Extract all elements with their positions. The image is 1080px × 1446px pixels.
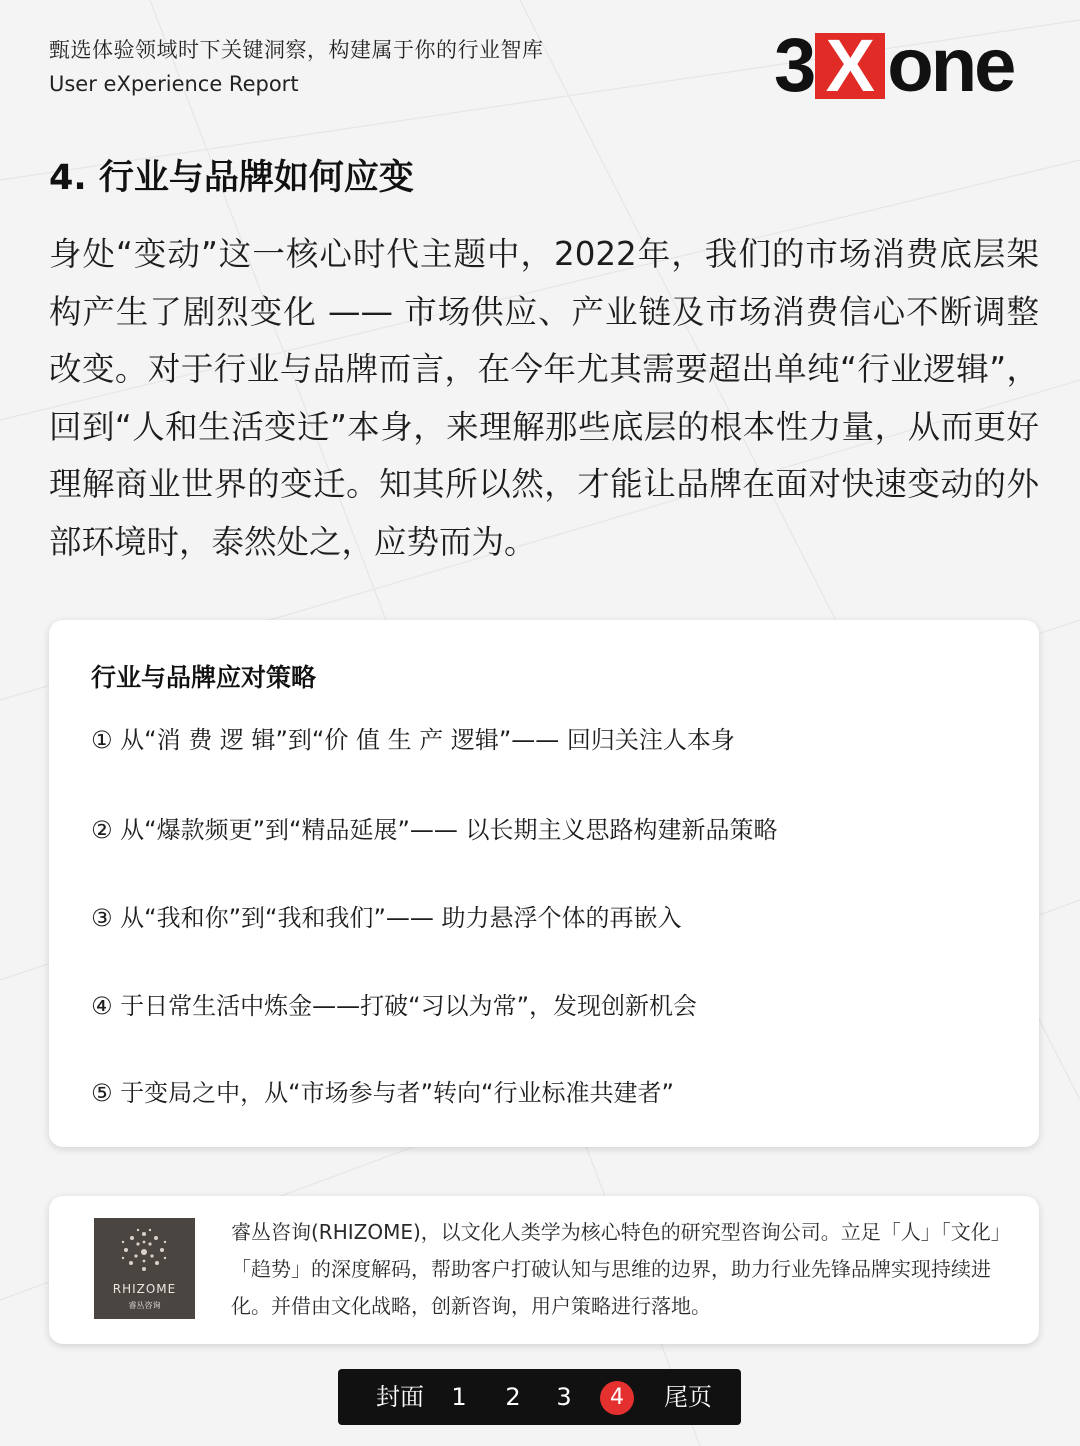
strategy-item: ④ 于日常生活中炼金——打破“习以为常”，发现创新机会 xyxy=(91,992,698,1020)
header-subtitle: User eXperience Report xyxy=(49,72,299,96)
strategy-item: ② 从“爆款频更”到“精品延展”—— 以长期主义思路构建新品策略 xyxy=(91,816,778,844)
strategy-item: ③ 从“我和你”到“我和我们”—— 助力悬浮个体的再嵌入 xyxy=(91,904,682,932)
strategy-card xyxy=(49,620,1039,1147)
rhizome-logo-sub: 睿丛咨询 xyxy=(128,1301,161,1310)
logo-part-left: 3 xyxy=(774,23,814,108)
rhizome-logo-name: RHIZOME xyxy=(112,1282,177,1296)
page-link-1[interactable]: 1 xyxy=(451,1383,467,1411)
strategy-title: 行业与品牌应对策略 xyxy=(91,663,317,692)
page-link-last[interactable]: 尾页 xyxy=(664,1383,712,1411)
logo-part-mark: X xyxy=(825,24,875,107)
section-intro: 身处“变动”这一核心时代主题中，2022年，我们的市场消费底层架构产生了剧烈变化 —— 市场供应、产业链及市场消费信心不断调整改变。对于行业与品牌而言，在今年尤其需要超出单纯“行业逻辑”，回到“人和生活变迁”本身，来理解那些底层的根本性力量，从而更好理解商业世界的变迁。知其所以然，才能让品牌在面对快速变动的外部环境时，泰然处之，应势而为。 xyxy=(49,235,1039,561)
section-title: 4. 行业与品牌如何应变 xyxy=(49,158,414,198)
about-description: 睿丛咨询(RHIZOME)，以文化人类学为核心特色的研究型咨询公司。立足「人」「文化」「趋势」的深度解码，帮助客户打破认知与思维的边界，助力行业先锋品牌实现持续进化。并借由文化战略，创新咨询，用户策略进行落地。 xyxy=(231,1220,1001,1318)
header-tagline: 甄选体验领域时下关键洞察，构建属于你的行业智库 xyxy=(49,38,544,62)
about-card xyxy=(49,1196,1039,1344)
page-link-3[interactable]: 3 xyxy=(556,1383,572,1411)
pagination xyxy=(338,1369,741,1425)
page-link-cover[interactable]: 封面 xyxy=(376,1383,424,1411)
page-link-2[interactable]: 2 xyxy=(505,1383,521,1411)
dandelion-icon xyxy=(94,1218,195,1282)
brand-logo xyxy=(774,23,1014,108)
logo-part-right: one xyxy=(887,23,1014,108)
strategy-item: ① 从“消 费 逻 辑”到“价 值 生 产 逻辑”—— 回归关注人本身 xyxy=(91,726,735,754)
rhizome-logo xyxy=(94,1218,195,1319)
page-link-4-active[interactable]: 4 xyxy=(600,1381,634,1415)
strategy-item: ⑤ 于变局之中，从“市场参与者”转向“行业标准共建者” xyxy=(91,1079,674,1107)
logo-x-box xyxy=(815,24,885,107)
